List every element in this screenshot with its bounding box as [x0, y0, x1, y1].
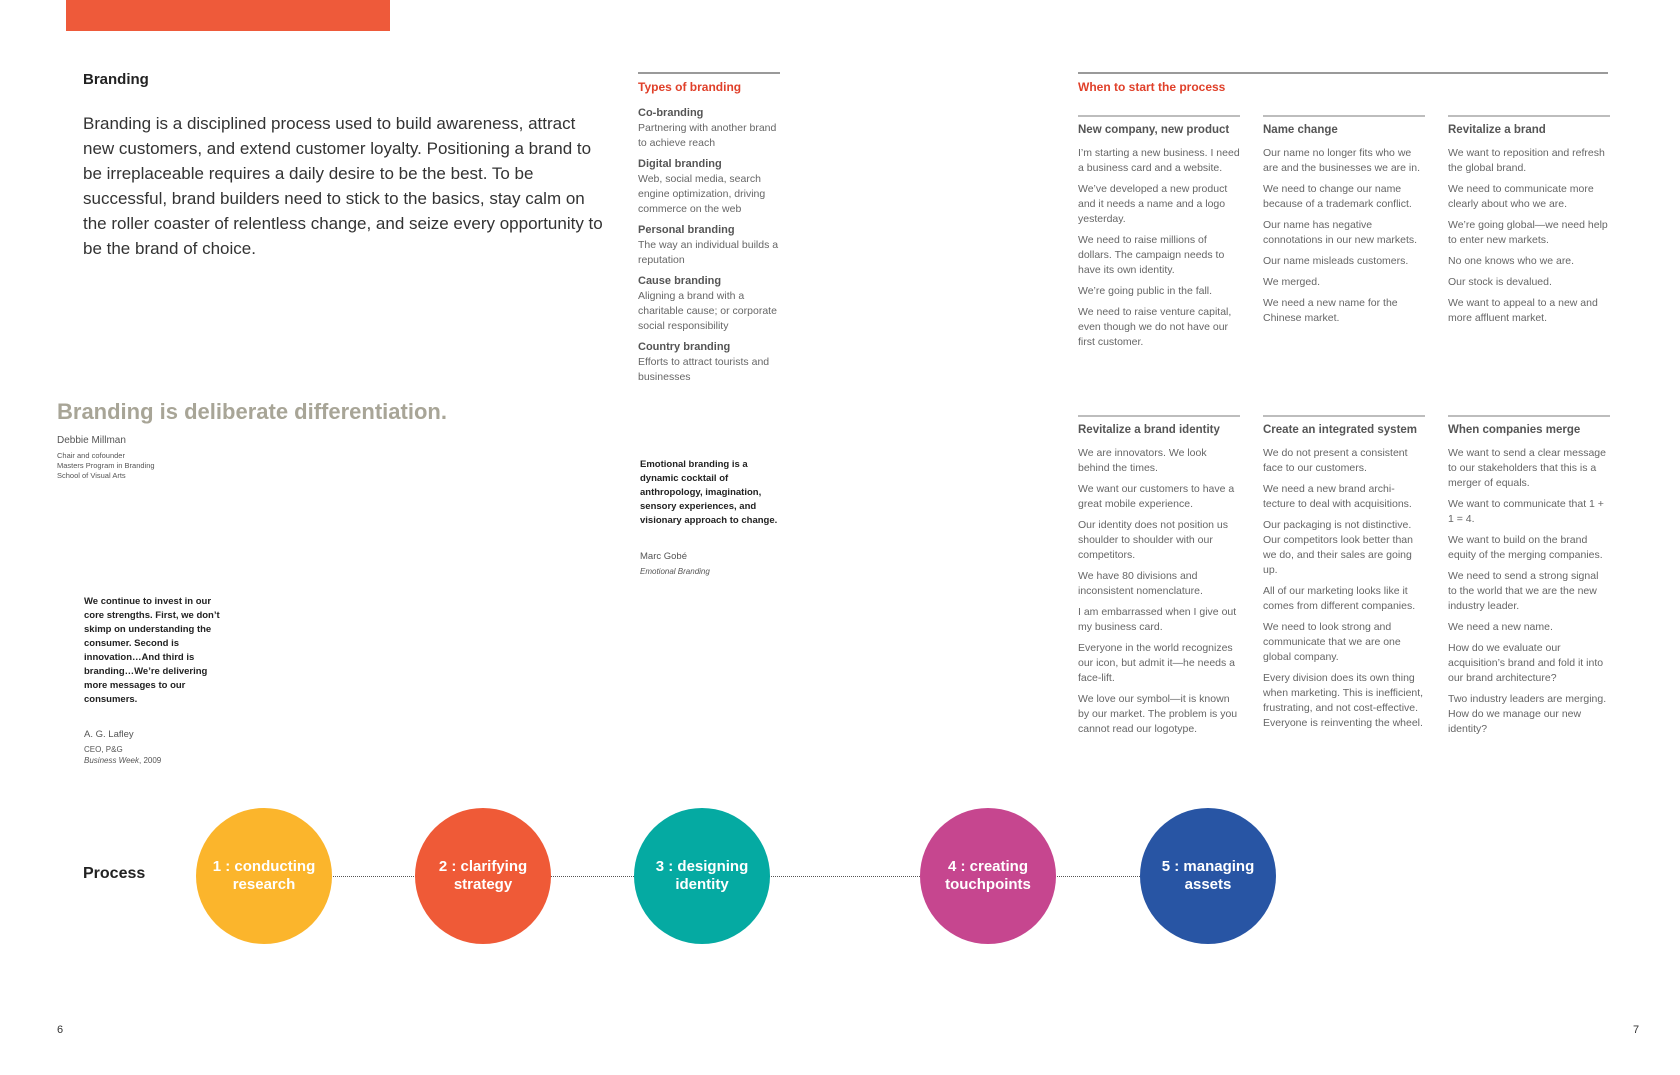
gobe-book: Emotional Branding: [640, 567, 710, 576]
process-step-circle: [415, 808, 551, 944]
process-step-circle: [920, 808, 1056, 944]
when-column-item: We need to look strong and communicate that we are one global company.: [1263, 621, 1401, 663]
branding-type-title: Cause branding: [638, 275, 722, 287]
when-column-title: When companies merge: [1448, 424, 1581, 436]
when-column-item: Everyone in the world recognizes our icon, but admit it—he needs a face-lift.: [1078, 642, 1236, 684]
when-column-item: We love our symbol—it is known by our market. The problem is you cannot read our logotype.: [1078, 693, 1238, 735]
when-column-item: I’m starting a new business. I need a business card and a website.: [1078, 147, 1240, 174]
when-column-item: We merged.: [1263, 276, 1320, 288]
branding-type-title: Country branding: [638, 341, 731, 353]
when-column-item: We do not present a consistent face to our customers.: [1263, 447, 1408, 474]
types-of-branding: [638, 72, 780, 385]
process-step-circle: [1140, 808, 1276, 944]
when-column-item: We’ve developed a new product and it needs a name and a logo yesterday.: [1078, 183, 1228, 225]
when-column: [1263, 415, 1425, 737]
branding-type: [638, 157, 780, 217]
pull-quote-role: [57, 451, 155, 481]
process-step-label: 2 : clarifying strategy: [438, 858, 528, 893]
process-label: Process: [83, 865, 146, 882]
lafley-title: CEO, P&G: [84, 745, 123, 754]
divider: [1263, 415, 1425, 417]
page-number-left: 6: [57, 1024, 64, 1036]
pull-quote-role-line: Masters Program in Branding: [57, 461, 155, 470]
when-column-item: We want to build on the brand equity of the merging companies.: [1448, 534, 1603, 561]
when-column-item: We need a new name.: [1448, 621, 1553, 633]
when-column-item: We need to communicate more clearly about who we are.: [1448, 183, 1594, 210]
divider: [1078, 115, 1240, 117]
when-column-item: We want to appeal to a new and more affluent market.: [1448, 297, 1598, 324]
when-column-item: Our packaging is not distinctive. Our competitors look better than we do, and their sales are going up.: [1263, 519, 1413, 576]
when-column: [1078, 115, 1240, 356]
lafley-source: Business Week: [84, 756, 139, 765]
when-column-item: We need to send a strong signal to the world that we are the new industry leader.: [1448, 570, 1599, 612]
when-column-item: We want our customers to have a great mobile experience.: [1078, 483, 1235, 510]
lafley-quote: We continue to invest in our core strengths. First, we don’t skimp on understanding the consumer. Second is innovation…And third is branding…We’re delivering more messages to our consumers.: [84, 596, 220, 705]
when-column-item: We want to send a clear message to our stakeholders that this is a merger of equals.: [1448, 447, 1606, 489]
lafley-name: A. G. Lafley: [84, 729, 134, 740]
process-step-circle: [634, 808, 770, 944]
gobe-name: Marc Gobé: [640, 551, 687, 562]
divider: [1078, 415, 1240, 417]
when-column-item: We need a new name for the Chinese market.: [1263, 297, 1398, 324]
when-column-item: We need to raise venture capital, even though we do not have our first customer.: [1078, 306, 1232, 348]
when-column: [1448, 415, 1610, 743]
divider: [1078, 72, 1608, 74]
when-column: [1448, 115, 1610, 332]
lafley-source-line: [84, 755, 161, 766]
when-to-start: [1078, 72, 1608, 94]
when-column: [1263, 115, 1425, 332]
when-column-item: We need a new brand archi-tecture to deal with acquisitions.: [1263, 483, 1412, 510]
when-column-item: Our name has negative connotations in our new markets.: [1263, 219, 1418, 246]
when-column-item: Two industry leaders are merging. How do we manage our new identity?: [1448, 693, 1607, 735]
when-column-title: Create an integrated system: [1263, 424, 1418, 436]
branding-type: [638, 274, 780, 334]
when-column-item: We’re going global—we need help to enter new markets.: [1448, 219, 1608, 246]
process-step-circle: [196, 808, 332, 944]
branding-type-desc: Partnering with another brand to achieve reach: [638, 122, 777, 149]
when-column-item: Our stock is devalued.: [1448, 276, 1552, 288]
when-column-title: New company, new product: [1078, 124, 1230, 136]
when-column-title: Revitalize a brand: [1448, 124, 1546, 136]
process-step-label: 1 : conducting research: [212, 858, 316, 893]
branding-type: [638, 106, 780, 151]
page-number-right: 7: [1633, 1024, 1640, 1036]
when-column: [1078, 415, 1240, 743]
branding-type-title: Digital branding: [638, 158, 722, 170]
branding-type: [638, 223, 780, 268]
pull-quote: Branding is deliberate differentiation.: [57, 399, 447, 424]
when-column-item: Our name no longer fits who we are and the businesses we are in.: [1263, 147, 1421, 174]
when-column-title: Revitalize a brand identity: [1078, 424, 1220, 436]
pull-quote-role-line: School of Visual Arts: [57, 471, 126, 480]
pull-quote-author: Debbie Millman: [57, 435, 126, 446]
branding-type-title: Personal branding: [638, 224, 735, 236]
branding-type: [638, 340, 780, 385]
when-column-item: Our name misleads customers.: [1263, 255, 1409, 267]
when-column-item: We are innovators. We look behind the times.: [1078, 447, 1207, 474]
when-column-item: We need to change our name because of a trademark conflict.: [1263, 183, 1412, 210]
process-step-label: 4 : creating touchpoints: [945, 858, 1031, 893]
when-column-item: All of our marketing looks like it comes from different companies.: [1263, 585, 1416, 612]
gobe-quote: Emotional branding is a dynamic cocktail of anthropology, imagination, sensory experiences, and visionary approach to change.: [640, 459, 778, 526]
lafley-role: [84, 744, 161, 766]
types-heading: Types of branding: [638, 80, 742, 94]
when-column-item: We need to raise millions of dollars. The campaign needs to have its own identity.: [1078, 234, 1225, 276]
branding-type-desc: Web, social media, search engine optimization, driving commerce on the web: [638, 173, 766, 215]
branding-type-desc: Efforts to attract tourists and businesses: [638, 356, 770, 383]
when-column-item: Every division does its own thing when marketing. This is inefficient, frustrating, and not cost-effective. Everyone is reinventing the wheel.: [1263, 672, 1424, 729]
divider: [638, 72, 780, 74]
when-column-item: No one knows who we are.: [1448, 255, 1575, 267]
when-column-item: I am embarrassed when I give out my business card.: [1078, 606, 1237, 633]
divider: [1448, 115, 1610, 117]
when-column-item: We want to communicate that 1 + 1 = 4.: [1448, 498, 1604, 525]
when-column-item: We have 80 divisions and inconsistent nomenclature.: [1078, 570, 1203, 597]
when-column-item: Our identity does not position us shoulder to shoulder with our competitors.: [1078, 519, 1229, 561]
types-list: [638, 106, 780, 385]
section-heading: Branding: [83, 71, 149, 88]
top-accent-bar: [66, 0, 390, 31]
branding-type-desc: The way an individual builds a reputation: [638, 239, 779, 266]
when-column-title: Name change: [1263, 124, 1338, 136]
process-step-label: 3 : designing identity: [655, 858, 749, 893]
when-heading: When to start the process: [1078, 80, 1226, 94]
process-step-label: 5 : managing assets: [1161, 858, 1255, 893]
lafley-year: , 2009: [139, 756, 162, 765]
when-column-item: How do we evaluate our acquisition’s brand and fold it into our brand architecture?: [1448, 642, 1604, 684]
branding-type-title: Co-branding: [638, 107, 704, 119]
when-column-item: We’re going public in the fall.: [1078, 285, 1213, 297]
when-column-item: We want to reposition and refresh the global brand.: [1448, 147, 1605, 174]
intro-paragraph: Branding is a disciplined process used to build awareness, attract new customers, and extend customer loyalty. Positioning a brand to be irreplaceable requires a daily desire to be the best. To be successful, brand builders need to stick to the basics, stay calm on the roller coaster of relentless change, and seize every opportunity to be the brand of choice.: [83, 114, 603, 258]
branding-type-desc: Aligning a brand with a charitable cause; or corporate social responsibility: [638, 290, 777, 332]
divider: [1263, 115, 1425, 117]
divider: [1448, 415, 1610, 417]
pull-quote-role-line: Chair and cofounder: [57, 451, 125, 460]
